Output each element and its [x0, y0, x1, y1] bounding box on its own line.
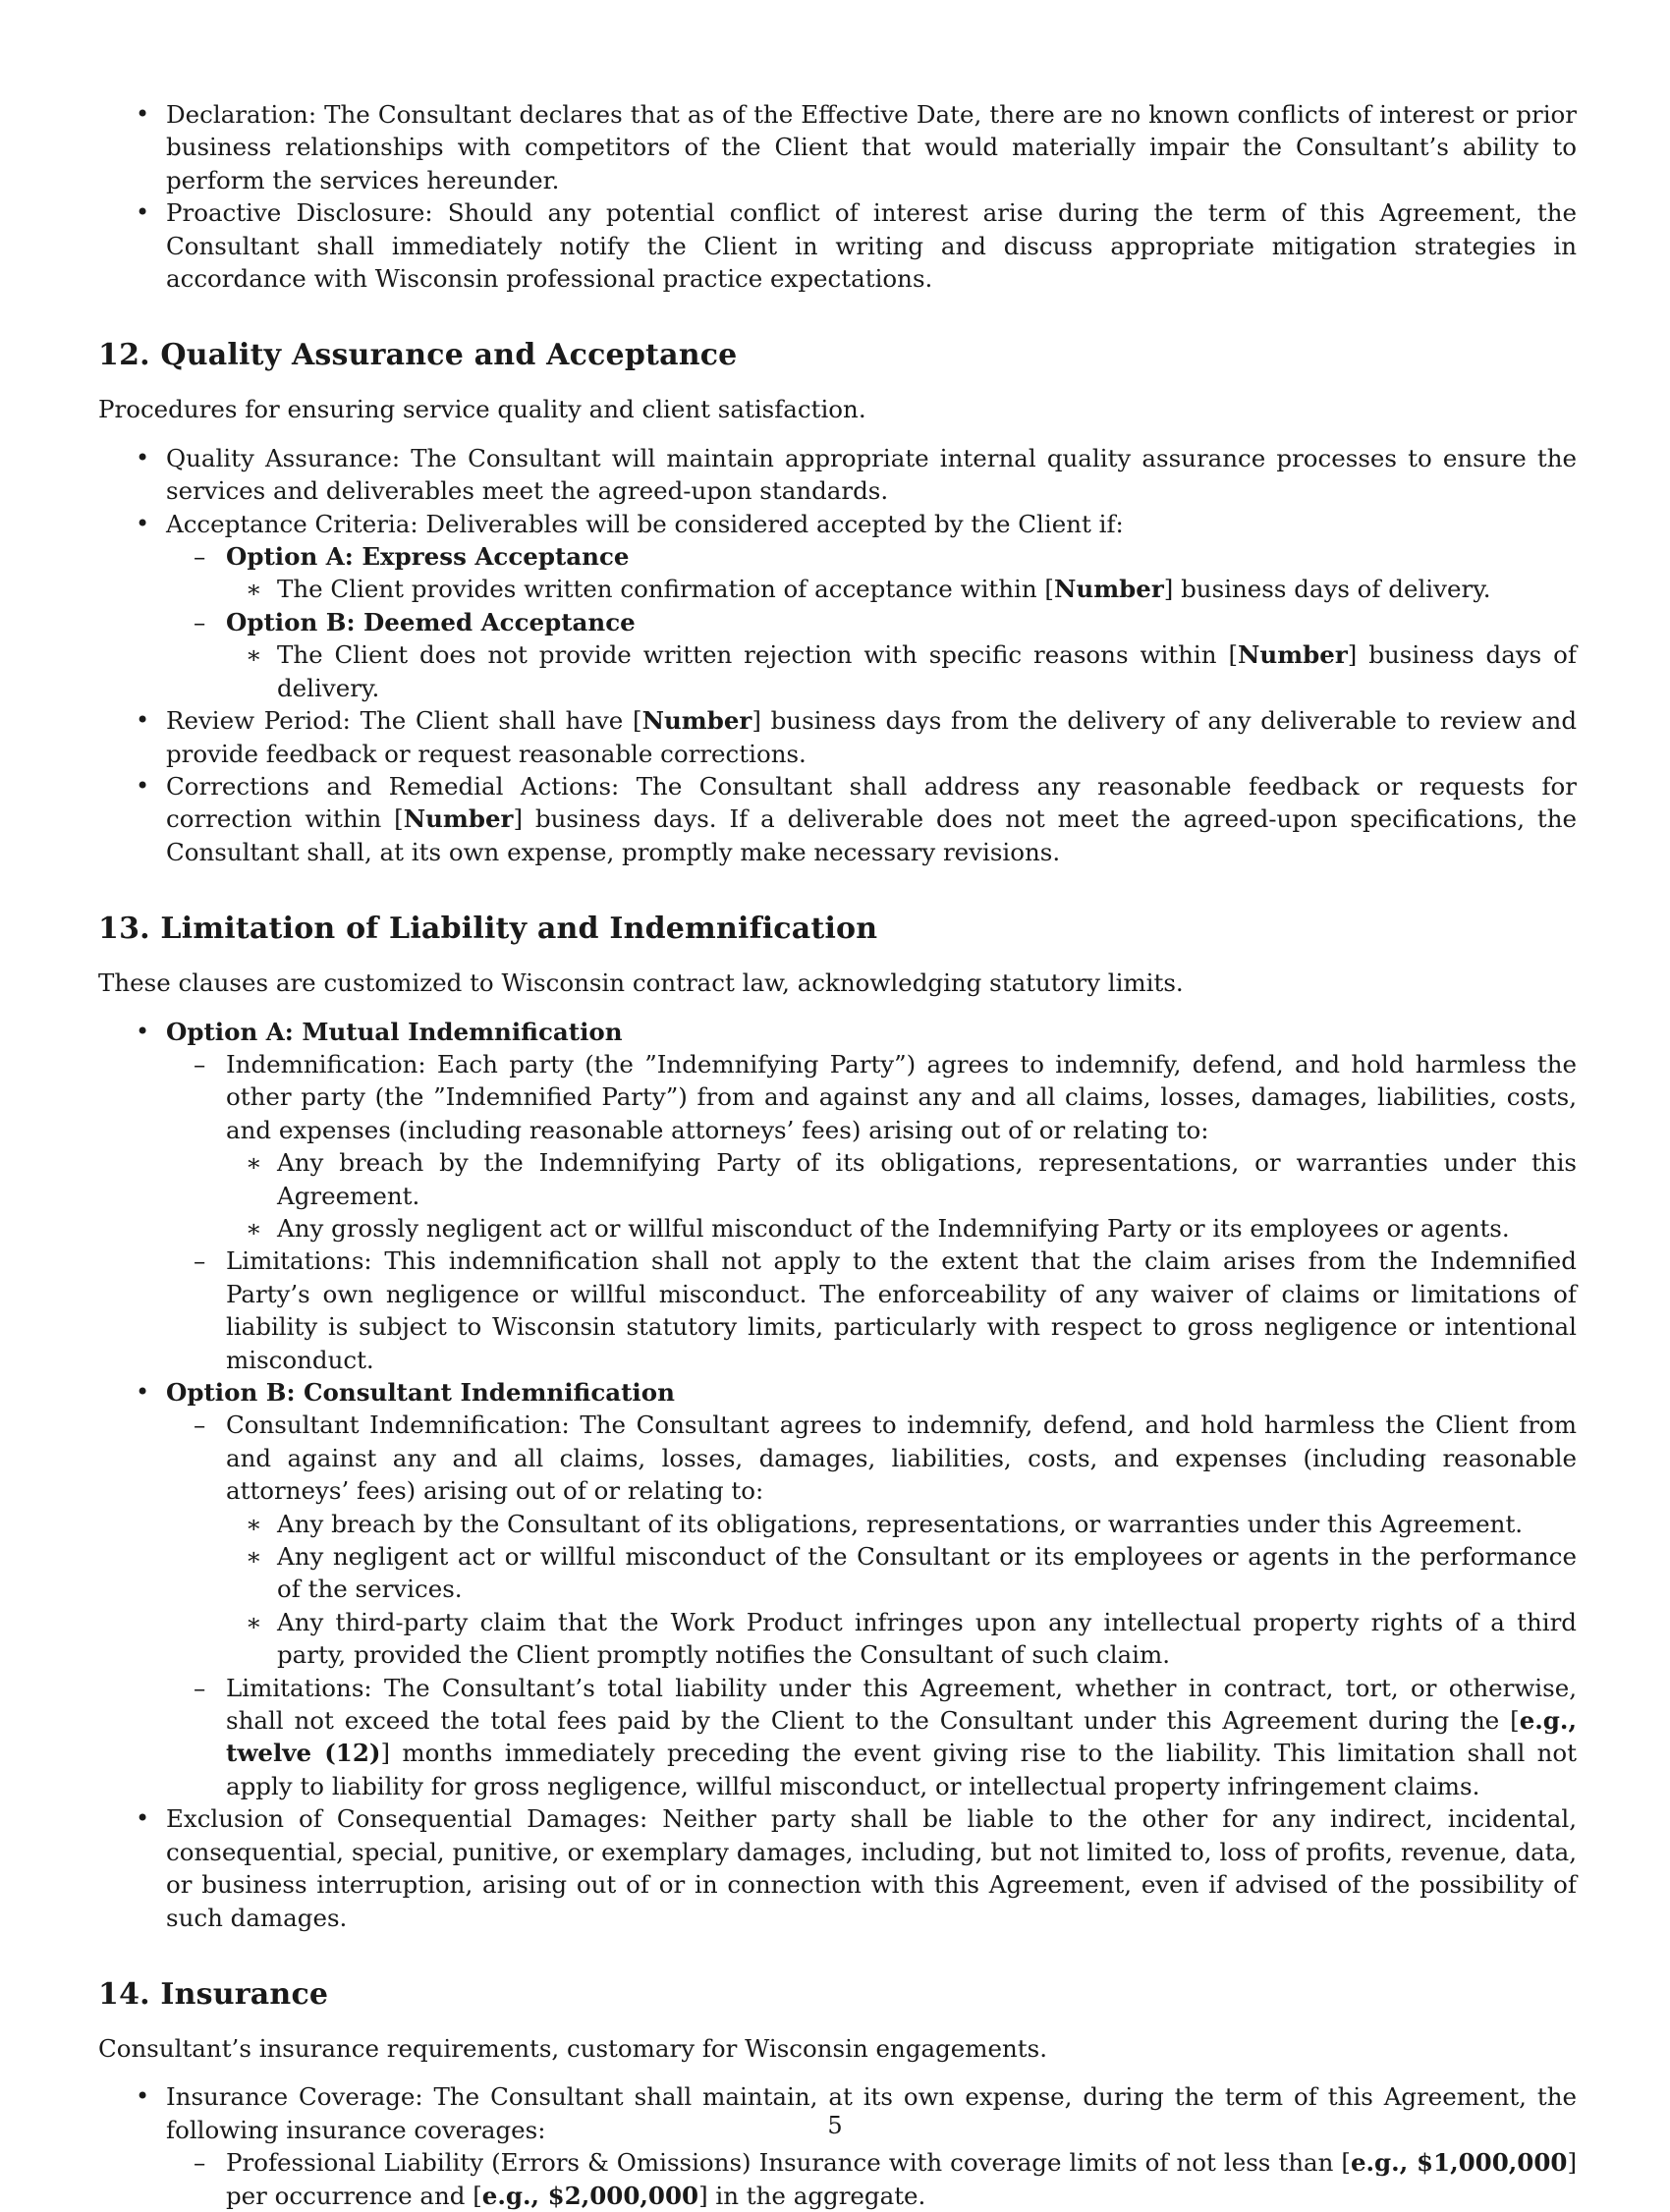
option-b-consultant [98, 1376, 1577, 1802]
acceptance-options [166, 540, 1577, 704]
option-b-detail: ∗ The Client does not provide written rejection with specific reasons within [Number] business days of delivery. [226, 638, 1577, 704]
professional-liability-item: – Professional Liability (Errors & Omissions) Insurance with coverage limits of not less than [e.g., $1,000,000] per occurrence and [e.g., $2,000,000] in the aggregate. [166, 2146, 1577, 2212]
proactive-disclosure-item: • Proactive Disclosure: Should any potential conflict of interest arise during the term of this Agreement, the Consultant shall immediately notify the Client in writing and discuss appropriate mitigation strategies in accordance with Wisconsin professional practice expectations. [98, 196, 1577, 295]
section-12-list [98, 442, 1577, 868]
option-b-consultant-title: Option B: Consultant Indemnification [166, 1378, 675, 1407]
option-b-deemed [166, 606, 1577, 704]
section-13-list [98, 1016, 1577, 1934]
list-item: ∗ Any breach by the Indemnifying Party of its obligations, representations, or warranties under this Agreement. [226, 1146, 1577, 1212]
quality-assurance-item: • Quality Assurance: The Consultant will maintain appropriate internal quality assurance processes to ensure the services and deliverables meet the agreed-upon standards. [98, 442, 1577, 508]
acceptance-criteria-text: Acceptance Criteria: Deliverables will be considered accepted by the Client if: [166, 509, 1124, 538]
insurance-coverage-item: • Insurance Coverage: The Consultant shall maintain, at its own expense, during the term of this Agreement, the following insurance coverages: – Professional Liability (Errors & Omissions) Insurance with coverage limits of not less than [e.g., $1,000,000] per occurrence and [e.g., $2,000,000] in the aggregate. [98, 2080, 1577, 2212]
review-period-item: • Review Period: The Client shall have [Number] business days from the delivery of any deliverable to review and provide feedback or request reasonable corrections. [98, 704, 1577, 770]
consultant-limitations-item: – Limitations: The Consultant’s total liability under this Agreement, whether in contract, tort, or otherwise, shall not exceed the total fees paid by the Client to the Consultant under this Agreement during the [e.g., twelve (12)] months immediately preceding the event giving rise to the liability. This limitation shall not apply to liability for gross negligence, willful misconduct, or intellectual property infringement claims. [166, 1672, 1577, 1803]
option-a-mutual-title: Option A: Mutual Indemnification [166, 1017, 623, 1046]
mutual-indemnification-item: – Indemnification: Each party (the ”Indemnifying Party”) agrees to indemnify, defend, and hold harmless the other party (the ”Indemnified Party”) from and against any and all claims, losses, damages, liabilities, costs, and expenses (including reasonable attorneys’ fees) arising out of or relating to: ∗ Any breach by the Indemnifying Party of its obligations, representations, or warranties under this Agreement. ∗ Any grossly negligent act or willful misconduct of the Indemnifying Party or its employees or agents. [166, 1048, 1577, 1244]
acceptance-criteria-item [98, 508, 1577, 704]
mutual-limitations-item: – Limitations: This indemnification shall not apply to the extent that the claim arises from the Indemnified Party’s own negligence or willful misconduct. The enforceability of any waiver of claims or limitations of liability is subject to Wisconsin statutory limits, particularly with respect to gross negligence or intentional misconduct. [166, 1244, 1577, 1376]
option-a-mutual [98, 1016, 1577, 1376]
declaration-item: • Declaration: The Consultant declares that as of the Effective Date, there are no known conflicts of interest or prior business relationships with competitors of the Client that would materially impair the Consultant’s ability to perform the services hereunder. [98, 98, 1577, 196]
section-14-list [98, 2080, 1577, 2212]
corrections-item: • Corrections and Remedial Actions: The Consultant shall address any reasonable feedback or requests for correction within [Number] business days. If a deliverable does not meet the agreed-upon specifications, the Consultant shall, at its own expense, promptly make necessary revisions. [98, 770, 1577, 868]
list-item: ∗ Any third-party claim that the Work Product infringes upon any intellectual property rights of a third party, provided the Client promptly notifies the Consultant of such claim. [226, 1606, 1577, 1672]
consultant-indemnification-item: – Consultant Indemnification: The Consultant agrees to indemnify, defend, and hold harmless the Client from and against any and all claims, losses, damages, liabilities, costs, and expenses (including reasonable attorneys’ fees) arising out of or relating to: ∗ Any breach by the Consultant of its obligations, representations, or warranties under this Agreement. ∗ Any negligent act or willful misconduct of the Consultant or its employees or agents in the performance of the services. ∗ Any third-party claim that the Work Product infringes upon any intellectual property rights of a third party, provided the Client promptly notifies the Consultant of such claim. [166, 1409, 1577, 1671]
list-item: ∗ Any breach by the Consultant of its obligations, representations, or warranties under this Agreement. [226, 1508, 1577, 1540]
exclusion-item: • Exclusion of Consequential Damages: Neither party shall be liable to the other for any indirect, incidental, consequential, special, punitive, or exemplary damages, including, but not limited to, loss of profits, revenue, data, or business interruption, arising out of or in connection with this Agreement, even if advised of the possibility of such damages. [98, 1802, 1577, 1934]
section-12-intro: Procedures for ensuring service quality and client satisfaction. [98, 395, 866, 424]
option-a-detail: ∗ The Client provides written confirmation of acceptance within [Number] business days of delivery. [226, 573, 1577, 605]
page-number: 5 [827, 2112, 843, 2139]
document-page [98, 98, 1577, 2212]
section-12-heading: 12. Quality Assurance and Acceptance [98, 338, 738, 373]
section-13-heading: 13. Limitation of Liability and Indemnification [98, 912, 878, 947]
option-a-express [166, 540, 1577, 606]
section-13-intro: These clauses are customized to Wisconsin contract law, acknowledging statutory limits. [98, 968, 1184, 998]
list-item: ∗ Any negligent act or willful misconduct of the Consultant or its employees or agents in the performance of the services. [226, 1540, 1577, 1606]
section-14-heading: 14. Insurance [98, 1976, 329, 2012]
option-a-title: Option A: Express Acceptance [226, 542, 630, 572]
option-b-title: Option B: Deemed Acceptance [226, 607, 636, 636]
list-item: ∗ Any grossly negligent act or willful misconduct of the Indemnifying Party or its employees or agents. [226, 1212, 1577, 1244]
section-14-intro: Consultant’s insurance requirements, customary for Wisconsin engagements. [98, 2033, 1048, 2063]
conflict-bullets [98, 98, 1577, 295]
